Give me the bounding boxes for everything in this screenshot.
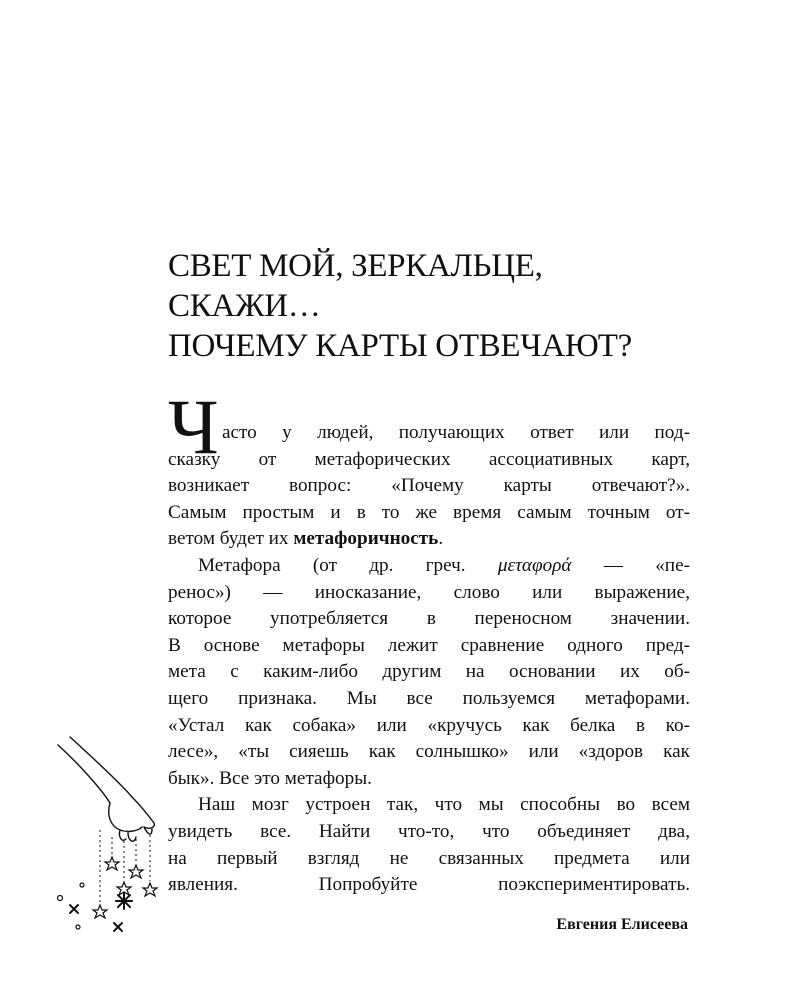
hand-outline <box>109 803 142 831</box>
text-line: явления. Попробуйте поэкспериментировать. <box>168 874 690 896</box>
text-line: возникает вопрос: «Почему карты отвечают?». <box>168 475 690 497</box>
cross-icon <box>70 905 78 913</box>
drop-cap: Ч <box>168 383 219 470</box>
star-icon <box>129 865 143 878</box>
text-line: Самым простым и в то же время самым точным от- <box>168 501 690 523</box>
author-name: Евгения Елисеева <box>556 916 688 933</box>
hand-outline <box>132 797 154 828</box>
text-fragment: — «пе- <box>571 554 690 576</box>
sleeve-line <box>58 745 110 803</box>
hand-with-stars-illustration <box>40 735 170 945</box>
sleeve-line <box>70 737 132 797</box>
text-line: мета с каким-либо другим на основании их об- <box>168 661 690 683</box>
text-line: щего признака. Мы все пользуемся метафорами. <box>168 687 690 709</box>
text-line: асто у людей, получающих ответ или под- <box>222 422 690 443</box>
chapter-title-line: ПОЧЕМУ КАРТЫ ОТВЕЧАЮТ? <box>168 328 632 364</box>
text-line: В основе метафоры лежит сравнение одного пред- <box>168 634 690 656</box>
text-line: Наш мозг устроен так, что мы способны во всем <box>198 794 690 816</box>
text-line: на первый взгляд не связанных предмета или <box>168 847 690 869</box>
greek-term: μεταφορά <box>497 554 572 576</box>
text-line: ренос») — иносказание, слово или выражение, <box>168 581 690 603</box>
dot-icon <box>58 896 63 901</box>
cross-icon <box>114 923 122 931</box>
dot-icon <box>80 883 84 887</box>
text-line <box>168 553 690 580</box>
finger-outline <box>128 832 136 841</box>
star-icon <box>93 905 107 918</box>
star-icon <box>143 883 157 896</box>
text-line: увидеть все. Найти что-то, что объединяет два, <box>168 820 690 842</box>
text-line: которое употребляется в переносном значении. <box>168 608 690 630</box>
text-fragment: Метафора (от др. греч. <box>198 554 498 576</box>
text-line <box>168 526 690 553</box>
text-line: «Устал как собака» или «кручусь как белка в ко- <box>168 714 690 736</box>
text-line: лесе», «ты сияешь как солнышко» или «здоров как <box>168 741 690 763</box>
text-line: сказку от метафорических ассоциативных карт, <box>168 448 690 470</box>
dot-icon <box>76 925 80 929</box>
chapter-title-line: СКАЖИ… <box>168 288 321 324</box>
text-line: бык». Все это метафоры. <box>168 767 372 789</box>
text-fragment: . <box>438 528 444 550</box>
bold-term: метафоричность <box>293 528 439 550</box>
star-icon <box>105 857 119 870</box>
chapter-title <box>168 246 728 366</box>
body-text <box>168 420 690 899</box>
chapter-title-line: СВЕТ МОЙ, ЗЕРКАЛЬЦЕ, <box>168 248 543 284</box>
text-fragment: ветом будет их <box>168 528 294 550</box>
sparkle-icon <box>116 893 132 909</box>
